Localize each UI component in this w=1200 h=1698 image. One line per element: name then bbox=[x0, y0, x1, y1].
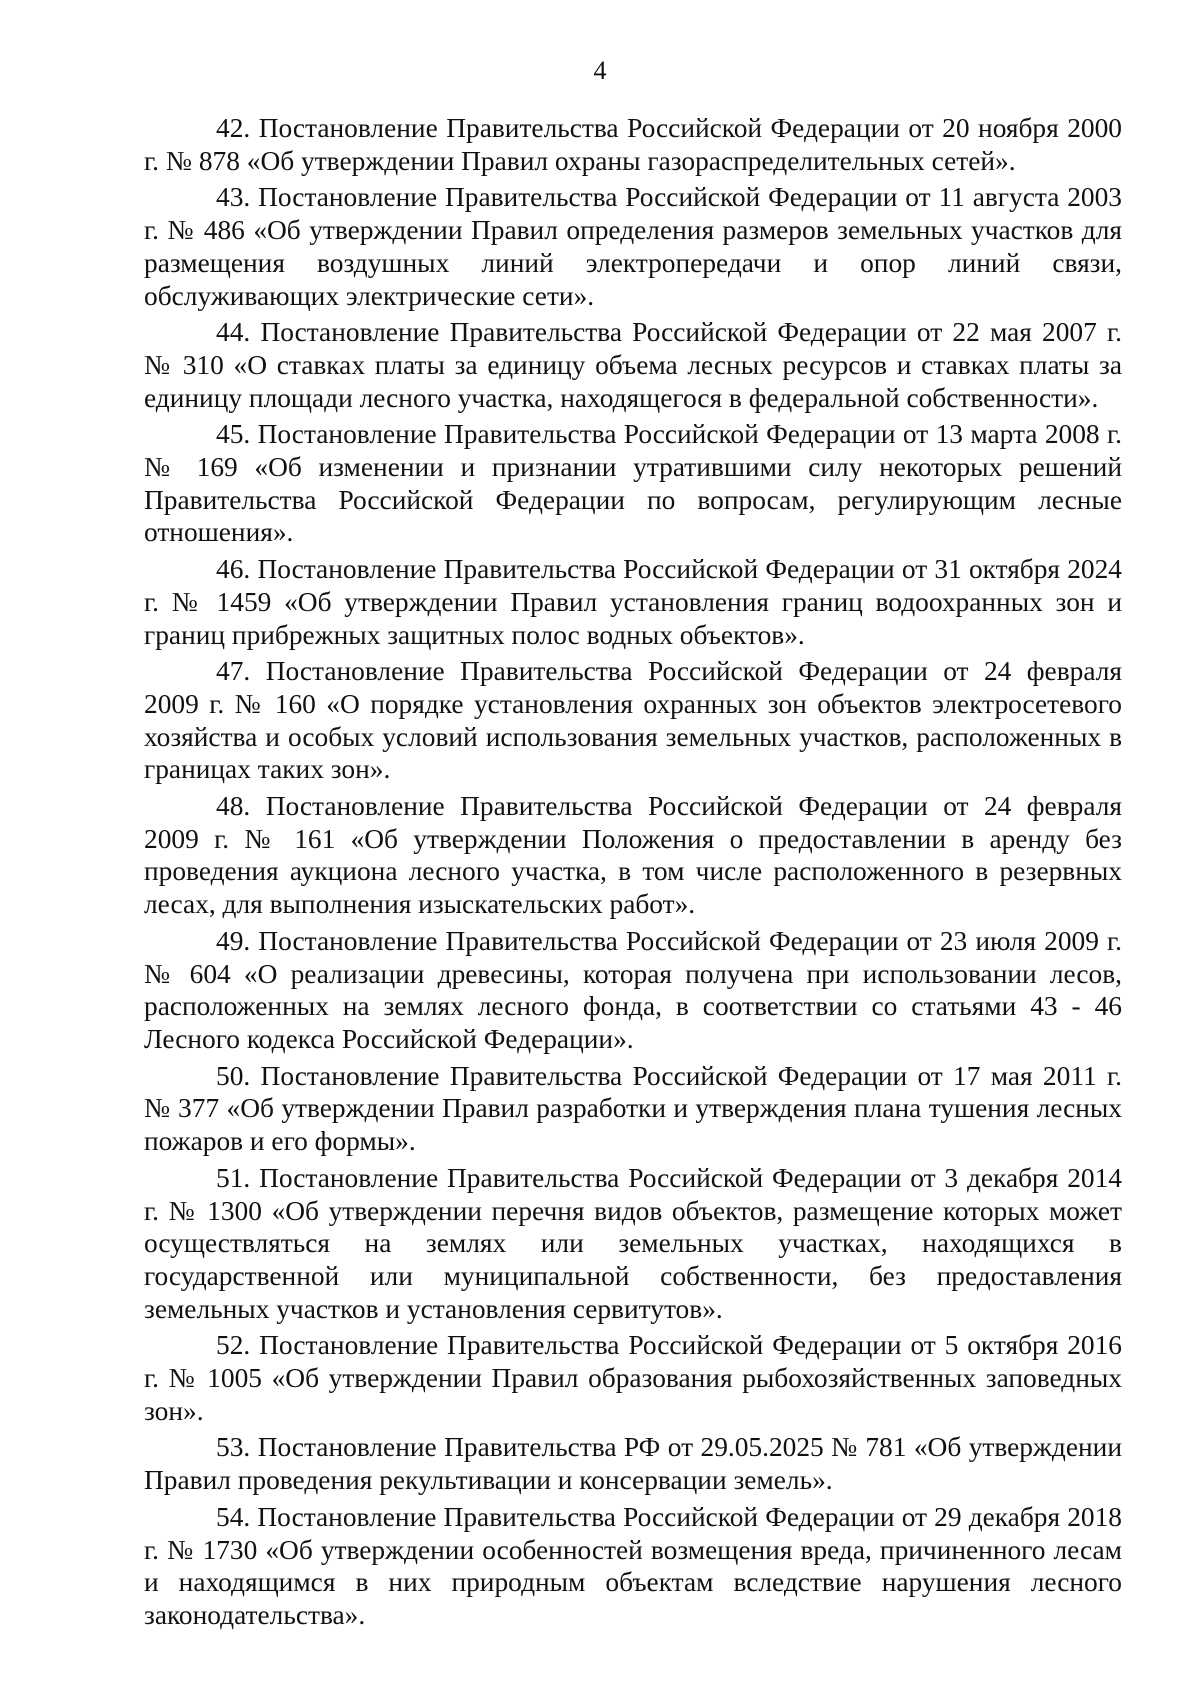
item-number: 53. bbox=[216, 1432, 251, 1463]
item-text: Постановление Правительства Российской Федерации от 3 декабря 2014 г. № 1300 «Об утверждении перечня видов объектов, размещение которых может осуществляться на землях или земельных участках, находящихся в государственной или муниципальной собственности, без предоставления земельных участков и установления сервитутов». bbox=[144, 1162, 1122, 1324]
list-item bbox=[144, 553, 1122, 651]
item-text: Постановление Правительства Российской Федерации от 17 мая 2011 г. № 377 «Об утверждении Правил разработки и утверждения плана тушения лесных пожаров и его формы». bbox=[144, 1060, 1122, 1157]
item-number: 43. bbox=[216, 182, 251, 213]
list-item bbox=[144, 790, 1122, 921]
list-item bbox=[144, 418, 1122, 549]
list-item bbox=[144, 655, 1122, 786]
item-number: 51. bbox=[216, 1162, 251, 1193]
item-text: Постановление Правительства Российской Федерации от 24 февраля 2009 г. № 161 «Об утверждении Положения о предоставлении в аренду без проведения аукциона лесного участка, в том числе расположенного в резервных лесах, для выполнения изыскательских работ». bbox=[144, 791, 1122, 920]
item-text: Постановление Правительства Российской Федерации от 5 октября 2016 г. № 1005 «Об утверждении Правил образования рыбохозяйственных заповедных зон». bbox=[144, 1330, 1122, 1426]
list-item bbox=[144, 1162, 1122, 1326]
item-number: 46. bbox=[216, 554, 251, 585]
item-number: 50. bbox=[216, 1060, 251, 1091]
item-number: 45. bbox=[216, 419, 251, 450]
item-number: 54. bbox=[216, 1501, 251, 1532]
item-number: 49. bbox=[216, 925, 251, 956]
item-number: 44. bbox=[216, 317, 251, 348]
item-number: 42. bbox=[216, 113, 251, 143]
page-number: 4 bbox=[593, 56, 607, 85]
list-item bbox=[144, 1431, 1122, 1496]
item-number: 47. bbox=[216, 656, 251, 687]
item-text: Постановление Правительства Российской Федерации от 23 июля 2009 г. № 604 «О реализации древесины, которая получена при использовании лесов, расположенных на землях лесного фонда, в соответствии со статьями 43 - 46 Лесного кодекса Российской Федерации». bbox=[144, 925, 1122, 1054]
item-text: Постановление Правительства Российской Федерации от 22 мая 2007 г. № 310 «О ставках платы за единицу объема лесных ресурсов и ставках платы за единицу площади лесного участка, находящегося в федеральной собственности». bbox=[144, 317, 1122, 413]
item-text: Постановление Правительства Российской Федерации от 13 марта 2008 г. № 169 «Об изменении и признании утратившими силу некоторых решений Правительства Российской Федерации по вопросам, регулирующим лесные отношения». bbox=[144, 419, 1122, 548]
item-number: 52. bbox=[216, 1330, 251, 1361]
item-text: Постановление Правительства Российской Федерации от 24 февраля 2009 г. № 160 «О порядке установления охранных зон объектов электросетевого хозяйства и особых условий использования земельных участков, расположенных в границах таких зон». bbox=[144, 656, 1122, 785]
list-item bbox=[144, 925, 1122, 1056]
item-text: Постановление Правительства Российской Федерации от 29 декабря 2018 г. № 1730 «Об утверждении особенностей возмещения вреда, причиненного лесам и находящимся в них природным объектам вследствие нарушения лесного законодательства». bbox=[144, 1501, 1122, 1630]
regulations-list bbox=[144, 112, 1122, 1636]
item-text: Постановление Правительства Российской Федерации от 31 октября 2024 г. № 1459 «Об утверждении Правил установления границ водоохранных зон и границ прибрежных защитных полос водных объектов». bbox=[144, 554, 1122, 650]
item-text: Постановление Правительства Российской Федерации от 20 ноября 2000 г. № 878 «Об утверждении Правил охраны газораспределительных сетей». bbox=[144, 113, 1122, 176]
item-text: Постановление Правительства РФ от 29.05.2025 № 781 «Об утверждении Правил проведения рекультивации и консервации земель». bbox=[144, 1432, 1122, 1496]
list-item bbox=[144, 1501, 1122, 1632]
list-item bbox=[144, 1329, 1122, 1427]
list-item bbox=[144, 316, 1122, 414]
list-item bbox=[144, 181, 1122, 312]
item-text: Постановление Правительства Российской Федерации от 11 августа 2003 г. № 486 «Об утверждении Правил определения размеров земельных участков для размещения воздушных линий электропередачи и опор линий связи, обслуживающих электрические сети». bbox=[144, 182, 1122, 311]
list-item bbox=[144, 112, 1122, 177]
list-item bbox=[144, 1060, 1122, 1158]
item-number: 48. bbox=[216, 791, 251, 822]
